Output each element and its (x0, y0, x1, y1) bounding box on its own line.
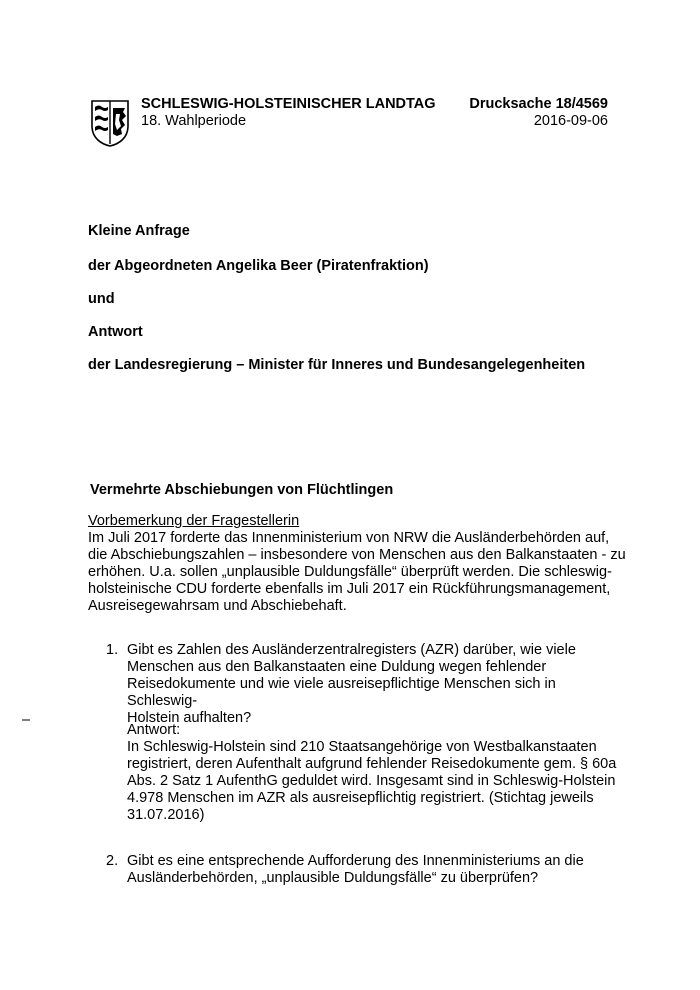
title-line-kleine-anfrage: Kleine Anfrage (88, 223, 190, 239)
answer-line: In Schleswig-Holstein sind 210 Staatsangehörige von Westbalkanstaaten (127, 739, 597, 755)
document-subject: Vermehrte Abschiebungen von Flüchtlingen (90, 482, 394, 498)
document-date: 2016-09-06 (533, 113, 608, 129)
question-2 (127, 853, 627, 887)
question-line: Gibt es Zahlen des Ausländerzentralregisters (AZR) darüber, wie viele (127, 642, 576, 658)
answer-label: Antwort: (127, 722, 181, 738)
question-number: 2. (106, 853, 119, 869)
title-line-antwort: Antwort (88, 324, 143, 340)
question-number: 1. (106, 642, 119, 658)
preface-heading: Vorbemerkung der Fragestellerin (88, 513, 300, 529)
question-line: Menschen aus den Balkanstaaten eine Duldung wegen fehlender (127, 659, 547, 675)
title-line-und: und (88, 291, 115, 307)
parliament-name: SCHLESWIG-HOLSTEINISCHER LANDTAG (141, 96, 436, 112)
preface-line: Ausreisegewahrsam und Abschiebehaft. (88, 598, 347, 614)
question-line: Gibt es eine entsprechende Aufforderung des Innenministeriums an die (127, 853, 584, 869)
preface-line: erhöhen. U.a. sollen „unplausible Duldungsfälle“ überprüft werden. Die schleswig- (88, 564, 612, 580)
document-number: Drucksache 18/4569 (469, 96, 608, 112)
preface (88, 513, 628, 615)
answer-line: 31.07.2016) (127, 807, 205, 823)
title-line-government: der Landesregierung – Minister für Inneres und Bundesangelegenheiten (88, 357, 586, 373)
answer-line: Abs. 2 Satz 1 AufenthG geduldet wird. Insgesamt sind in Schleswig-Holstein (127, 773, 616, 789)
margin-mark: – (22, 712, 31, 728)
question-1 (127, 642, 627, 727)
answer-line: 4.978 Menschen im AZR als ausreisepflichtig registriert. (Stichtag jeweils (127, 790, 594, 806)
question-line: Holstein aufhalten? (127, 710, 252, 726)
question-line: Ausländerbehörden, „unplausible Duldungsfälle“ zu überprüfen? (127, 870, 539, 886)
legislative-period: 18. Wahlperiode (141, 113, 247, 129)
schleswig-holstein-coat-of-arms-icon (89, 98, 131, 148)
question-line: Reisedokumente und wie viele ausreisepflichtige Menschen sich in Schleswig- (127, 676, 556, 709)
answer-1 (127, 722, 627, 824)
title-line-author: der Abgeordneten Angelika Beer (Piratenfraktion) (88, 258, 429, 274)
preface-line: Im Juli 2017 forderte das Innenministerium von NRW die Ausländerbehörden auf, (88, 530, 610, 546)
answer-line: registriert, deren Aufenthalt aufgrund fehlender Reisedokumente gem. § 60a (127, 756, 617, 772)
preface-line: holsteinische CDU forderte ebenfalls im Juli 2017 ein Rückführungsmanagement, (88, 581, 611, 597)
preface-line: die Abschiebungszahlen – insbesondere von Menschen aus den Balkanstaaten - zu (88, 547, 626, 563)
